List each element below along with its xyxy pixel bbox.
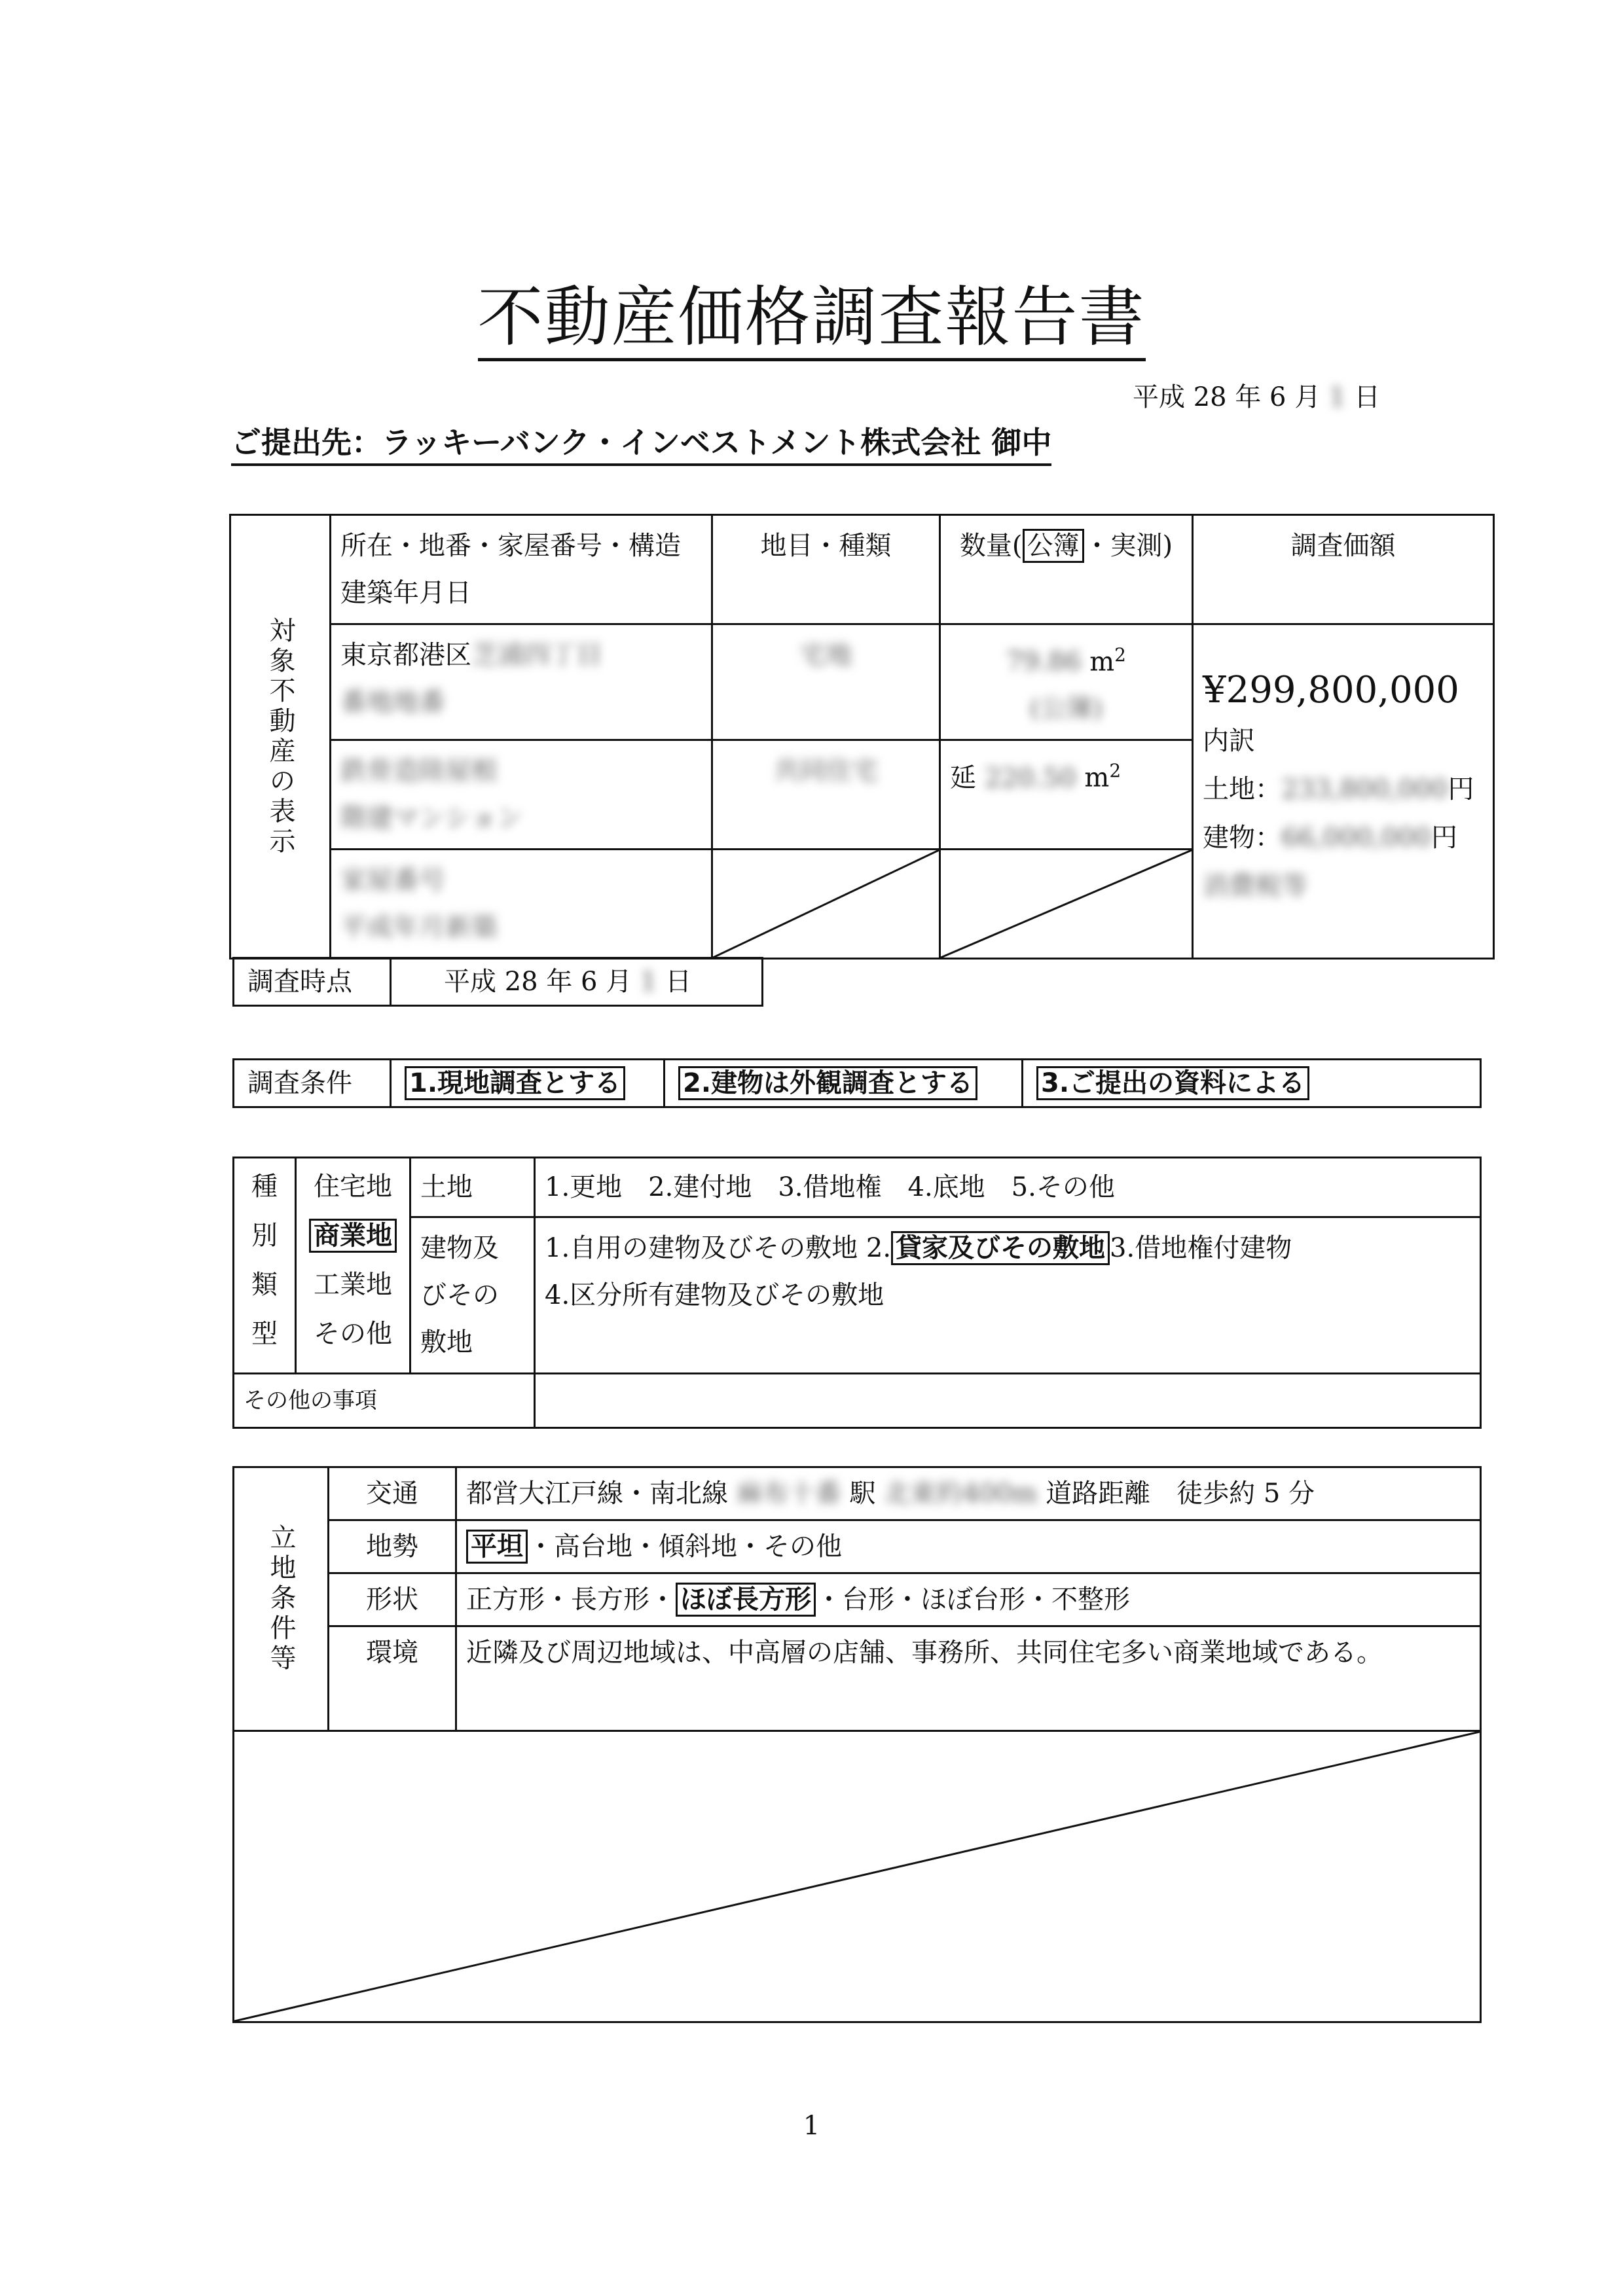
shape-value: 正方形・長方形・ ほぼ長方形 ・台形・ほぼ台形・不整形 <box>456 1573 1481 1626</box>
location-side-label: 立地条件等 <box>234 1467 329 1731</box>
property-side-label: 対象不動産の表示 <box>230 515 331 959</box>
row2-kind: 共同住宅 <box>712 740 940 850</box>
recipient: ご提出先：ラッキーバンク・インベストメント株式会社 御中 <box>231 419 1051 466</box>
header-price: 調査価額 <box>1193 515 1494 624</box>
header-quantity: 数量( 公簿 ・実測) <box>940 515 1193 624</box>
traffic-value: 都営大江戸線・南北線 麻布十番 駅 北東約400m 道路距離 徒歩約 5 分 <box>456 1467 1481 1520</box>
environment-value: 近隣及び周辺地域は、中高層の店舗、事務所、共同住宅多い商業地域である。 <box>456 1626 1481 1731</box>
land-options: 1.更地 2.建付地 3.借地権 4.底地 5.その他 <box>535 1158 1481 1217</box>
survey-time-value: 平成 28 年 6 月 1 日 <box>391 958 763 1006</box>
report-date: 平成 28 年 6 月 1 日 <box>1133 382 1381 412</box>
condition-1: 1.現地調査とする <box>391 1060 665 1107</box>
location-table <box>232 1466 1482 2023</box>
price-cell: ¥299,800,000 内訳 土地：233,800,000円 建物：66,000,000円 消費税等 <box>1193 624 1494 959</box>
building-label: 建物及 びその 敷地 <box>410 1217 535 1374</box>
row1-area: 79.86 $m^2$ (公簿) <box>940 624 1193 740</box>
blank-diagonal-area <box>234 1731 1481 2022</box>
row2-area: 延 220.50 $m^2$ <box>940 740 1193 850</box>
building-options: 1.自用の建物及びその敷地 2. 貸家及びその敷地 3.借地権付建物 4.区分所有建物及びその敷地 <box>535 1217 1481 1374</box>
conditions-label: 調査条件 <box>234 1060 391 1107</box>
traffic-label: 交通 <box>329 1467 456 1520</box>
row1-land-use: 宅地 <box>712 624 940 740</box>
page-number: 1 <box>803 2111 820 2141</box>
other-matters-value <box>535 1374 1481 1428</box>
document-title: 不動産価格調査報告書 <box>0 278 1623 357</box>
header-location: 所在・地番・家屋番号・構造 建築年月日 <box>331 515 712 624</box>
condition-2: 2.建物は外観調査とする <box>665 1060 1023 1107</box>
conditions-table <box>232 1058 1482 1108</box>
row1-location: 東京都港区芝浦四丁目 番地地番 <box>331 624 712 740</box>
classification-col1: 種 別 類 型 <box>234 1158 296 1374</box>
land-label: 土地 <box>410 1158 535 1217</box>
environment-label: 環境 <box>329 1626 456 1731</box>
header-land-use: 地目・種類 <box>712 515 940 624</box>
property-table <box>229 514 1495 960</box>
survey-time-table <box>232 957 763 1007</box>
classification-col2: 住宅地 商業地 工業地 その他 <box>296 1158 410 1374</box>
row3-diagonal-b <box>940 850 1193 959</box>
shape-label: 形状 <box>329 1573 456 1626</box>
survey-time-label: 調査時点 <box>234 958 391 1006</box>
row3-location: 家屋番号 平成年月新築 <box>331 850 712 959</box>
row2-location: 鉄骨造陸屋根 階建マンション <box>331 740 712 850</box>
classification-table <box>232 1157 1482 1429</box>
terrain-value: 平坦 ・高台地・傾斜地・その他 <box>456 1520 1481 1573</box>
row3-diagonal-a <box>712 850 940 959</box>
total-price: ¥299,800,000 <box>1203 669 1459 711</box>
condition-3: 3.ご提出の資料による <box>1023 1060 1481 1107</box>
terrain-label: 地勢 <box>329 1520 456 1573</box>
other-matters-label: その他の事項 <box>234 1374 535 1428</box>
